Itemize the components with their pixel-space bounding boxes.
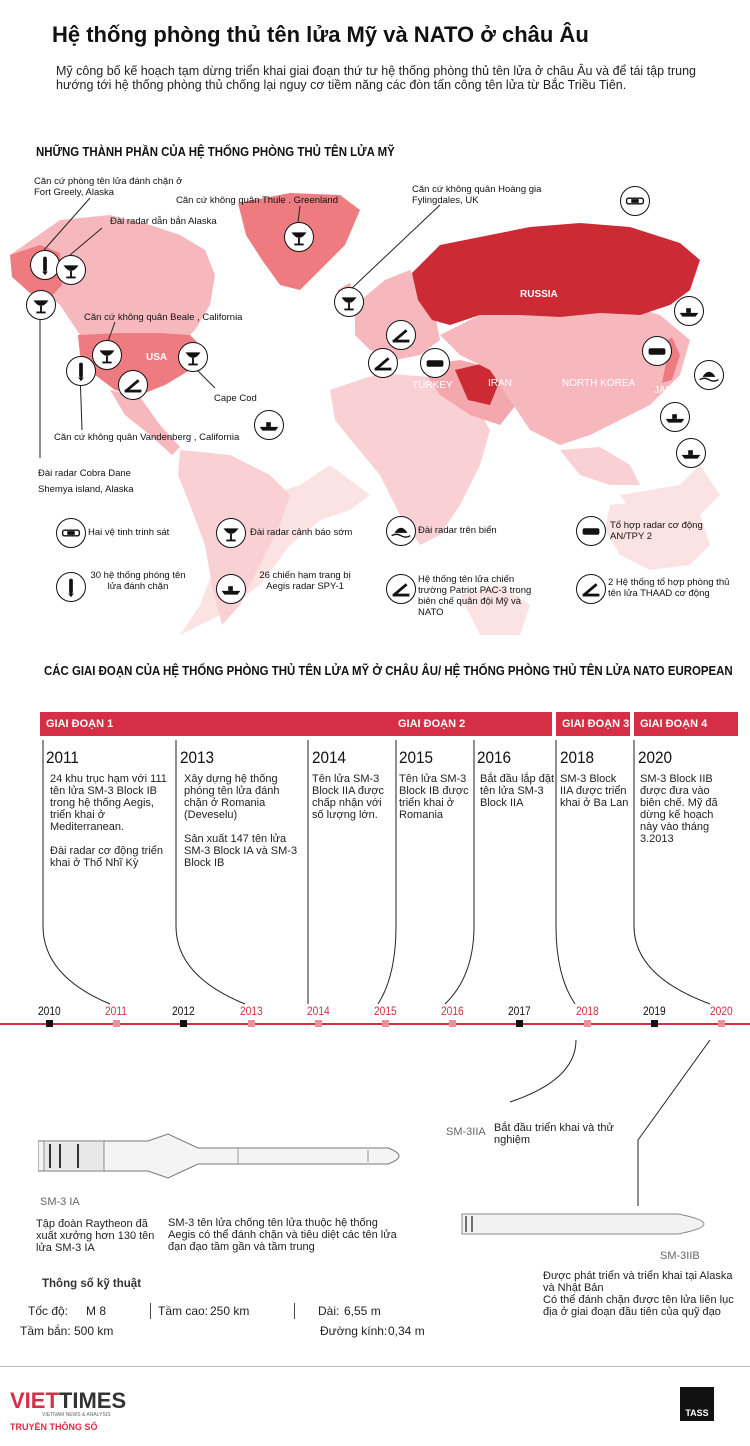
- event-year-2011: 2011: [46, 748, 79, 767]
- spec-length-label: Dài:: [318, 1304, 340, 1318]
- spec-ceiling-label: Tầm cao:: [158, 1304, 209, 1318]
- event-year-2013: 2013: [180, 748, 215, 767]
- missile-icon: [30, 250, 60, 280]
- event-text-2011: 24 khu trục hạm với 111 tên lửa SM-3 Block IB trong hệ thống Aegis, triển khai ở Mediterranean. Đài radar cơ động triển khai ở Thổ Nhĩ Kỳ: [50, 773, 167, 869]
- legend-warship-icon: [216, 574, 246, 604]
- sm3-aegis-description: SM-3 tên lửa chống tên lửa thuộc hệ thống Aegis có thể đánh chặn và tiêu diệt các tên lửa đạn đạo tầm gần và tầm trung: [168, 1217, 397, 1253]
- legend-mobile-radar-icon: [576, 516, 606, 546]
- sm3ia-missile-image: [38, 1126, 418, 1186]
- spec-ceiling-value: 250 km: [210, 1304, 250, 1318]
- legend-text-patriot: Hệ thống tên lửa chiến trường Patriot PAC-3 trong biên chế quân đội Mỹ và NATO: [418, 574, 532, 618]
- missile-icon: [66, 356, 96, 386]
- phase-band-1: GIAI ĐOẠN 1: [40, 712, 392, 736]
- specs-heading: Thông số kỹ thuật: [42, 1278, 142, 1290]
- axis-marker-2019: [651, 1020, 658, 1027]
- phase-band-4: GIAI ĐOẠN 4: [634, 712, 738, 736]
- mobile-radar-icon: [420, 348, 450, 378]
- axis-marker-2020: [718, 1020, 725, 1027]
- legend-patriot-launcher-icon: [386, 574, 416, 604]
- country-label-russia: RUSSIA: [520, 289, 558, 300]
- event-year-2015: 2015: [399, 748, 434, 767]
- sm3iib-description: Được phát triển và triển khai tại Alaska và Nhật Bản Có thể đánh chặn được tên lửa liên lục địa ở giai đoạn đầu tiên của quỹ đạo: [543, 1270, 734, 1318]
- axis-marker-2010: [46, 1020, 53, 1027]
- vietimes-logo: [10, 1390, 126, 1412]
- warship-icon: [254, 410, 284, 440]
- spec-diameter-value: 0,34 m: [388, 1324, 425, 1338]
- patriot-launcher-icon: [118, 370, 148, 400]
- event-year-2020: 2020: [638, 748, 673, 767]
- label-cape-cod: Cape Cod: [214, 393, 257, 404]
- axis-marker-2016: [449, 1020, 456, 1027]
- event-year-2014: 2014: [312, 748, 347, 767]
- axis-year-2013: 2013: [239, 1004, 263, 1018]
- radar-dish-icon: [334, 287, 364, 317]
- phase-band-3: GIAI ĐOẠN 3: [556, 712, 630, 736]
- event-text-2018: SM-3 Block IIA được triển khai ở Ba Lan: [560, 773, 629, 809]
- label-cobra-dane: Đài radar Cobra Dane Shemya island, Alaska: [38, 468, 134, 495]
- spec-speed-label: Tốc độ:: [28, 1304, 69, 1318]
- legend-text-aegis: 26 chiến hạm trang bị Aegis radar SPY-1: [259, 570, 351, 592]
- axis-marker-2012: [180, 1020, 187, 1027]
- legend-sea-radar-icon: [386, 516, 416, 546]
- axis-marker-2011: [113, 1020, 120, 1027]
- sm3ia-description: Tập đoàn Raytheon đã xuất xưởng hơn 130 tên lửa SM-3 IA: [36, 1218, 155, 1254]
- label-beale: Căn cứ không quân Beale , California: [84, 312, 243, 323]
- logo-times: TIMES: [58, 1388, 127, 1413]
- legend-thaad-launcher-icon: [576, 574, 606, 604]
- event-year-2018: 2018: [560, 748, 595, 767]
- page-title: Hệ thống phòng thủ tên lửa Mỹ và NATO ở châu Âu: [52, 22, 589, 47]
- legend-text-sea-radar: Đài radar trên biển: [418, 525, 497, 536]
- axis-year-2011: 2011: [105, 1004, 128, 1018]
- axis-year-2014: 2014: [306, 1004, 330, 1018]
- legend-radar-dish-icon: [216, 518, 246, 548]
- axis-marker-2014: [315, 1020, 322, 1027]
- event-text-2020: SM-3 Block IIB được đưa vào biên chế. Mỹ đã dừng kế hoạch này vào tháng 3.2013: [640, 773, 718, 845]
- logo-viet: VIET: [10, 1388, 59, 1413]
- axis-year-2016: 2016: [441, 1004, 464, 1018]
- label-vandenberg: Căn cứ không quân Vandenberg , California: [54, 432, 240, 443]
- country-label-turkey: TURKEY: [412, 380, 453, 391]
- satellite-icon: [620, 186, 650, 216]
- spec-divider: [150, 1303, 151, 1319]
- country-label-iran: IRAN: [488, 378, 512, 389]
- sm3iib-missile-image: [458, 1208, 734, 1240]
- country-label-north-korea: NORTH KOREA: [562, 378, 636, 389]
- warship-icon: [674, 296, 704, 326]
- axis-marker-2017: [516, 1020, 523, 1027]
- legend-text-mobile-radar: Tổ hợp radar cơ động AN/TPY 2: [610, 520, 703, 542]
- spec-speed-value: M 8: [86, 1304, 107, 1318]
- country-label-usa: USA: [146, 352, 168, 363]
- legend-text-satellite: Hai vệ tinh trinh sát: [88, 527, 170, 538]
- intro-text: Mỹ công bố kế hoạch tạm dừng triển khai giai đoạn thứ tư hệ thống phòng thủ tên lửa ở châu Âu và để tái tập trung hướng tới hệ thống phòng thủ chống lại nguy cơ tiềm năng các đòn tấn công tên lửa từ Bắc Triều Tiên.: [56, 64, 696, 92]
- label-fylingdales: Căn cứ không quân Hoàng gia Fylingdales, UK: [412, 184, 542, 206]
- axis-year-2015: 2015: [374, 1004, 397, 1018]
- leader-lines: [0, 0, 750, 640]
- axis-year-2010: 2010: [38, 1004, 61, 1018]
- legend-satellite-icon: [56, 518, 86, 548]
- event-text-2013: Xây dựng hệ thống phóng tên lửa đánh chặn ở Romania (Deveselu) Sản xuất 147 tên lửa SM-3 Block IA và SM-3 Block IB: [184, 773, 298, 869]
- footer-divider: [0, 1366, 750, 1367]
- warship-icon: [676, 438, 706, 468]
- axis-marker-2015: [382, 1020, 389, 1027]
- legend-text-early-warning: Đài radar cảnh báo sớm: [250, 527, 353, 538]
- radar-dish-icon: [26, 290, 56, 320]
- patriot-launcher-icon: [368, 348, 398, 378]
- axis-year-2020: 2020: [710, 1004, 733, 1018]
- logo-subtitle: TRUYỀN THÔNG SỐ: [10, 1422, 98, 1432]
- event-text-2016: Bắt đầu lắp đặt tên lửa SM-3 Block IIA: [480, 773, 555, 809]
- radar-dish-icon: [92, 340, 122, 370]
- sm3ia-name: SM-3 IA: [40, 1196, 80, 1208]
- axis-year-2018: 2018: [575, 1004, 599, 1018]
- axis-year-2017: 2017: [508, 1004, 532, 1018]
- label-thule: Căn cứ không quân Thule . Greenland: [176, 195, 338, 206]
- spec-length-value: 6,55 m: [344, 1304, 381, 1318]
- sm3iib-name: SM-3IIB: [660, 1250, 700, 1262]
- radar-dish-icon: [284, 222, 314, 252]
- axis-year-2012: 2012: [172, 1004, 196, 1018]
- country-label-japan: JAPAN: [654, 385, 686, 396]
- map-section-heading: NHỮNG THÀNH PHẦN CỦA HỆ THỐNG PHÒNG THỦ TÊN LỬA MỸ: [36, 144, 395, 159]
- phase-band-2: GIAI ĐOẠN 2: [392, 712, 552, 736]
- legend-missile-icon: [56, 572, 86, 602]
- spec-diameter-label: Đường kính:: [320, 1324, 388, 1338]
- mobile-radar-icon: [642, 336, 672, 366]
- country-label-uk: UK: [322, 313, 336, 324]
- label-fort-greely: Căn cứ phòng tên lửa đánh chặn ở Fort Greely, Alaska: [34, 176, 183, 198]
- radar-dish-icon: [178, 342, 208, 372]
- spec-range-value: 500 km: [74, 1324, 114, 1338]
- axis-marker-2018: [584, 1020, 591, 1027]
- warship-icon: [660, 402, 690, 432]
- logo-tagline: VIETNAM NEWS & ANALYSIS: [42, 1412, 111, 1418]
- spec-range-label: Tầm bắn:: [20, 1324, 71, 1338]
- patriot-launcher-icon: [386, 320, 416, 350]
- sea-radar-icon: [694, 360, 724, 390]
- tass-logo: TASS: [680, 1387, 714, 1421]
- timeline-section-heading: CÁC GIAI ĐOẠN CỦA HỆ THỐNG PHÒNG THỦ TÊN LỬA MỸ Ở CHÂU ÂU/ HỆ THỐNG PHÒNG THỦ TÊN LỬA NATO EUROPEAN: [44, 663, 733, 678]
- legend-text-thaad: 2 Hệ thống tổ hợp phòng thủ tên lửa THAAD cơ động: [608, 577, 730, 599]
- sm3iia-name: SM-3IIA: [446, 1126, 486, 1138]
- spec-divider: [294, 1303, 295, 1319]
- event-year-2016: 2016: [477, 748, 512, 767]
- event-text-2015: Tên lửa SM-3 Block IB được triển khai ở Romania: [399, 773, 469, 821]
- label-alaska-radar: Đài radar dẫn bắn Alaska: [110, 216, 217, 227]
- event-text-2014: Tên lửa SM-3 Block IIA được chấp nhận với số lượng lớn.: [312, 773, 385, 821]
- axis-year-2019: 2019: [642, 1004, 666, 1018]
- legend-text-interceptors: 30 hệ thống phóng tên lửa đánh chặn: [90, 570, 186, 592]
- axis-marker-2013: [248, 1020, 255, 1027]
- radar-dish-icon: [56, 255, 86, 285]
- sm3iia-description: Bắt đầu triển khai và thử nghiệm: [494, 1122, 614, 1146]
